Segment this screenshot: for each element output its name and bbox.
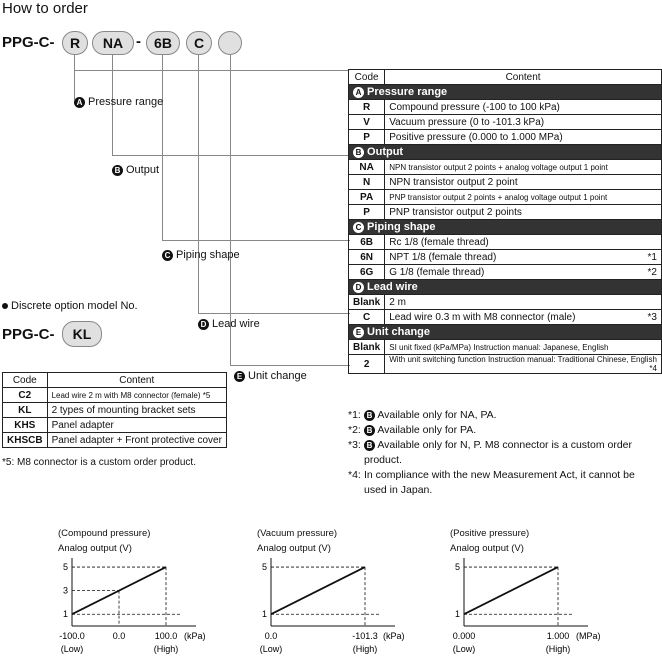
connector-line — [230, 365, 350, 366]
note-item — [348, 468, 636, 498]
note-text-body: Available only for N, P. M8 connector is a custom order product. — [364, 439, 632, 466]
note-text — [364, 468, 636, 498]
content-text: NPN transistor output 2 point — [389, 176, 518, 188]
table-row — [349, 175, 662, 190]
chart-title: (Positive pressure) — [450, 528, 530, 539]
chart-ylabel: Analog output (V) — [450, 543, 524, 554]
row-note: *1 — [647, 251, 657, 263]
chart-ylabel: Analog output (V) — [257, 543, 331, 554]
note-item — [348, 423, 636, 438]
connector-line — [198, 55, 199, 313]
analog-output-chart — [255, 556, 430, 656]
section-row — [349, 85, 662, 100]
note-text-body: Available only for NA, PA. — [377, 409, 497, 421]
analog-output-chart — [448, 556, 623, 656]
row-code: C2 — [3, 388, 48, 403]
content-text: Lead wire 0.3 m with M8 connector (male) — [389, 311, 576, 323]
x-tick-label: 0.0 — [264, 631, 278, 641]
table-row — [349, 265, 662, 280]
marker-d-icon: D — [198, 319, 209, 330]
row-content — [385, 310, 662, 325]
x-tick-sublabel: (Low) — [452, 644, 476, 654]
row-content — [385, 355, 662, 374]
row-note: *4 — [649, 364, 657, 373]
marker-b-icon: B — [364, 425, 375, 436]
row-content — [47, 418, 226, 433]
content-text: With unit switching function Instruction manual: Traditional Chinese, English — [389, 355, 657, 364]
row-code: C — [349, 310, 385, 325]
table-row — [349, 100, 662, 115]
row-code: P — [349, 130, 385, 145]
output-line — [464, 567, 558, 614]
section-title — [349, 85, 662, 100]
connector-line — [198, 313, 350, 314]
y-tick-label: 3 — [62, 585, 68, 596]
x-tick-sublabel: (High) — [153, 644, 179, 654]
row-content — [385, 250, 662, 265]
content-text: Positive pressure (0.000 to 1.000 MPa) — [389, 131, 563, 143]
note-item — [348, 438, 636, 468]
marker-d-icon: D — [353, 282, 364, 293]
x-tick-label: 100.0 — [154, 631, 178, 641]
section-title-text: Pressure range — [364, 86, 448, 98]
content-text: Vacuum pressure (0 to -101.3 kPa) — [389, 116, 545, 128]
row-code: 6N — [349, 250, 385, 265]
discrete-option-table — [2, 372, 227, 448]
note-mark: *2: — [348, 424, 361, 436]
note-text-body: In compliance with the new Measurement Act, it cannot be used in Japan. — [364, 469, 635, 496]
header-code: Code — [3, 373, 48, 388]
row-content — [385, 130, 662, 145]
marker-a-icon: A — [353, 87, 364, 98]
x-tick-sublabel: (Low) — [60, 644, 84, 654]
row-code: NA — [349, 160, 385, 175]
row-content — [385, 235, 662, 250]
row-code: Blank — [349, 295, 385, 310]
row-note: *5 — [200, 390, 211, 400]
discrete-footnote: *5: M8 connector is a custom order product. — [2, 457, 196, 468]
row-content — [385, 190, 662, 205]
marker-e-icon: E — [353, 327, 364, 338]
note-item — [348, 408, 636, 423]
table-row — [349, 235, 662, 250]
content-text: Panel adapter + Front protective cover — [51, 434, 222, 446]
connector-line — [162, 55, 163, 240]
analog-output-chart — [56, 556, 231, 656]
y-tick-label: 1 — [261, 609, 267, 620]
x-tick-label: -100.0 — [59, 631, 85, 641]
table-row — [3, 403, 227, 418]
y-tick-label: 5 — [454, 562, 460, 573]
section-title-text: Output — [364, 146, 404, 158]
marker-b-icon: B — [353, 147, 364, 158]
row-code: N — [349, 175, 385, 190]
content-text: 2 m — [389, 296, 406, 308]
marker-e-icon: E — [234, 371, 245, 382]
content-text: Panel adapter — [51, 419, 114, 431]
row-content — [385, 100, 662, 115]
x-tick-label: 0.000 — [452, 631, 476, 641]
row-code: 6G — [349, 265, 385, 280]
table-row — [349, 295, 662, 310]
content-text: Compound pressure (-100 to 100 kPa) — [389, 101, 560, 113]
label-unit-change: E Unit change — [234, 370, 307, 382]
table-row — [349, 340, 662, 355]
page-title: How to order — [2, 0, 88, 17]
note-mark: *4: — [348, 469, 361, 481]
row-content — [385, 295, 662, 310]
section-title — [349, 145, 662, 160]
table-row — [3, 418, 227, 433]
content-text: G 1/8 (female thread) — [389, 266, 485, 278]
row-code: KL — [3, 403, 48, 418]
y-tick-label: 1 — [62, 609, 68, 620]
x-tick-label: 0.0 — [112, 631, 126, 641]
note-text-body: Available only for PA. — [377, 424, 477, 436]
row-content — [385, 115, 662, 130]
table-row — [349, 310, 662, 325]
connector-line — [162, 240, 350, 241]
bullet-icon — [2, 303, 8, 309]
note-mark: *1: — [348, 409, 361, 421]
marker-b-icon: B — [364, 410, 375, 421]
row-code: 2 — [349, 355, 385, 374]
model-box-lead: C — [186, 31, 212, 55]
chart-title: (Compound pressure) — [58, 528, 151, 539]
row-content — [385, 205, 662, 220]
model-box-piping: 6B — [146, 31, 180, 55]
x-unit-label: (MPa) — [576, 631, 601, 641]
model-box-unit — [218, 31, 242, 55]
discrete-heading: Discrete option model No. — [2, 300, 138, 312]
model-box-pressure: R — [62, 31, 88, 55]
row-code: KHS — [3, 418, 48, 433]
connector-line — [74, 55, 75, 100]
content-text: 2 types of mounting bracket sets — [51, 404, 196, 416]
row-content — [385, 160, 662, 175]
marker-a-icon: A — [74, 97, 85, 108]
section-title — [349, 280, 662, 295]
row-code: P — [349, 205, 385, 220]
content-text: NPN transistor output 2 points + analog voltage output 1 point — [389, 162, 608, 172]
table-row — [349, 205, 662, 220]
content-text: NPT 1/8 (female thread) — [389, 251, 497, 263]
note-mark: *3: — [348, 439, 361, 451]
section-title-text: Piping shape — [364, 221, 436, 233]
note-text — [364, 423, 476, 438]
section-row — [349, 220, 662, 235]
row-code: 6B — [349, 235, 385, 250]
table-row — [3, 433, 227, 448]
section-title-text: Lead wire — [364, 281, 418, 293]
label-output: B Output — [112, 164, 159, 176]
row-code: R — [349, 100, 385, 115]
x-unit-label: (kPa) — [383, 631, 405, 641]
discrete-box: KL — [62, 321, 102, 347]
table-header-row — [3, 373, 227, 388]
table-row — [349, 190, 662, 205]
x-tick-sublabel: (High) — [545, 644, 571, 654]
x-unit-label: (kPa) — [184, 631, 206, 641]
section-row — [349, 325, 662, 340]
model-separator: - — [136, 33, 141, 50]
label-pressure-range: A Pressure range — [74, 96, 163, 108]
chart-title: (Vacuum pressure) — [257, 528, 338, 539]
content-text: PNP transistor output 2 points + analog voltage output 1 point — [389, 192, 608, 202]
output-line — [271, 567, 365, 614]
content-text: SI unit fixed (kPa/MPa) Instruction manual: Japanese, English — [389, 342, 609, 352]
table-row — [349, 160, 662, 175]
section-title — [349, 325, 662, 340]
row-content — [47, 433, 226, 448]
content-text: Lead wire 2 m with M8 connector (female) — [51, 390, 201, 400]
y-tick-label: 5 — [261, 562, 267, 573]
header-code: Code — [349, 70, 385, 85]
notes-list — [348, 408, 636, 498]
row-note: *2 — [647, 266, 657, 278]
chart-ylabel: Analog output (V) — [58, 543, 132, 554]
marker-c-icon: C — [353, 222, 364, 233]
header-content: Content — [385, 70, 662, 85]
label-lead-wire: D Lead wire — [198, 318, 260, 330]
table-row — [3, 388, 227, 403]
section-row — [349, 145, 662, 160]
connector-line — [74, 70, 350, 71]
table-row — [349, 115, 662, 130]
row-content — [385, 340, 662, 355]
table-row — [349, 355, 662, 374]
x-tick-label: -101.3 — [352, 631, 378, 641]
y-tick-label: 5 — [62, 562, 68, 573]
row-content — [385, 175, 662, 190]
row-content — [47, 403, 226, 418]
connector-line — [112, 155, 350, 156]
model-prefix: PPG-C- — [2, 34, 55, 51]
table-row — [349, 250, 662, 265]
content-text: PNP transistor output 2 points — [389, 206, 522, 218]
note-text — [364, 438, 636, 468]
row-code: Blank — [349, 340, 385, 355]
x-tick-sublabel: (High) — [352, 644, 378, 654]
note-text — [364, 408, 497, 423]
row-note: *3 — [647, 311, 657, 323]
row-content — [385, 265, 662, 280]
row-code: KHSCB — [3, 433, 48, 448]
y-tick-label: 1 — [454, 609, 460, 620]
row-content — [47, 388, 226, 403]
section-title-text: Unit change — [364, 326, 431, 338]
table-row — [349, 130, 662, 145]
x-tick-sublabel: (Low) — [259, 644, 283, 654]
marker-b-icon: B — [112, 165, 123, 176]
discrete-prefix: PPG-C- — [2, 326, 55, 343]
marker-c-icon: C — [162, 250, 173, 261]
table-header-row — [349, 70, 662, 85]
section-row — [349, 280, 662, 295]
row-code: V — [349, 115, 385, 130]
x-tick-label: 1.000 — [546, 631, 570, 641]
header-content: Content — [47, 373, 226, 388]
label-piping-shape: C Piping shape — [162, 249, 240, 261]
section-title — [349, 220, 662, 235]
model-box-output: NA — [92, 31, 134, 55]
row-code: PA — [349, 190, 385, 205]
marker-b-icon: B — [364, 440, 375, 451]
content-text: Rc 1/8 (female thread) — [389, 236, 489, 248]
order-code-table — [348, 69, 662, 374]
